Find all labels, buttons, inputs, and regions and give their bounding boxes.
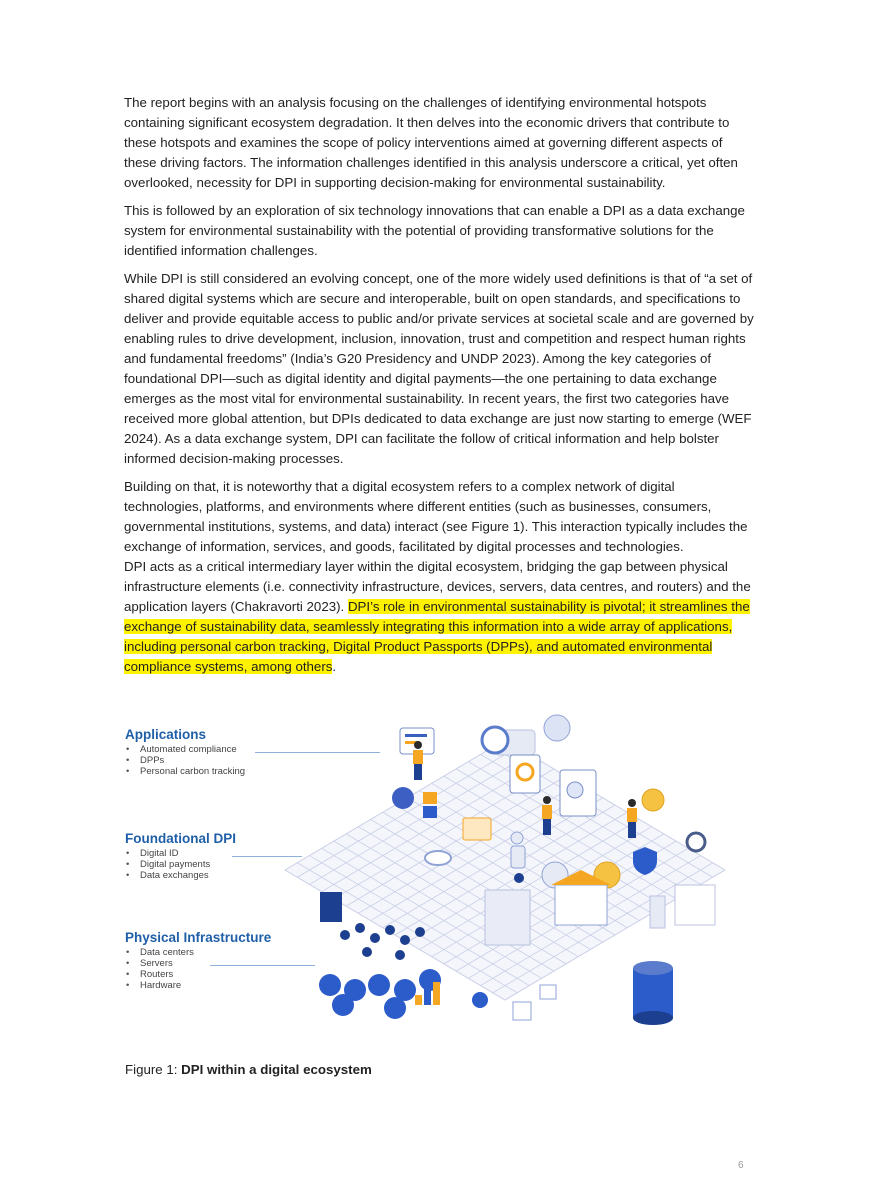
robot-icon <box>511 846 525 868</box>
person-head-icon <box>543 796 551 804</box>
hardware-device-icon <box>540 985 556 999</box>
layer-physical-infrastructure-list <box>125 947 271 991</box>
layer-physical-infrastructure-title: Physical Infrastructure <box>125 930 272 945</box>
list-item: • Data exchanges <box>125 870 236 881</box>
list-item: • Personal carbon tracking <box>125 766 245 777</box>
pie-chart-icon <box>472 992 488 1008</box>
highlighted-sentence: DPI’s role in environmental sustainability is pivotal; it streamlines the exchange of sustainability data, seamlessly integrating this information into a wide array of applications, including personal carbon tracking, Digital Product Passports (DPPs), and automated environmental compliance systems, among others <box>124 599 750 674</box>
layer-foundational-dpi <box>125 831 236 881</box>
page-number: 6 <box>738 1160 744 1171</box>
office-building-icon <box>675 885 715 925</box>
package-icon <box>423 806 437 818</box>
server-room-icon <box>485 890 530 945</box>
progress-ring-icon <box>482 727 508 753</box>
map-globe-icon <box>567 782 583 798</box>
robot-head-icon <box>511 832 523 844</box>
layer-applications-list <box>125 744 245 777</box>
paragraph-digital-ecosystem-part2: DPI acts as a critical intermediary layer within the digital ecosystem, bridging the gap between physical infrastructure elements (i.e. connectivity infrastructure, devices, servers, data centres, and routers) and the application layers (Chakravorti 2023). <box>124 559 751 614</box>
server-rack-icon <box>320 892 342 922</box>
list-item: • Digital payments <box>125 859 236 870</box>
paragraph-report-intro: The report begins with an analysis focusing on the challenges of identifying environmental hotspots containing significant ecosystem degradation. It then delves into the economic drivers that contribute to these hotspots and examines the scope of policy interventions aimed at governing different aspects of these driving factors. The information challenges identified in this analysis underscore a critical, yet often overlooked, necessity for DPI in supporting decision-making for environmental sustainability. <box>124 95 738 190</box>
chart-screen-icon <box>510 755 540 793</box>
person-head-icon <box>628 799 636 807</box>
digital-ecosystem-illustration <box>255 700 755 1050</box>
chimney-icon <box>650 896 665 928</box>
list-item: • Data centers <box>125 947 271 958</box>
person-legs-icon <box>414 764 422 780</box>
person-head-icon <box>414 741 422 749</box>
gear-icon <box>687 833 705 851</box>
layer-foundational-dpi-list <box>125 848 236 881</box>
paragraph-digital-ecosystem <box>124 477 754 677</box>
layer-foundational-dpi-title: Foundational DPI <box>125 831 236 846</box>
globe-icon <box>392 787 414 809</box>
paragraph-dpi-definition: While DPI is still considered an evolving concept, one of the more widely used definitions is that of “a set of shared digital systems which are secure and interoperable, built on open standards, and specifications to deliver and provide equitable access to public and/or private services at societal scale and are governed by enabling rules to drive development, inclusion, innovation, trust and competition and respect human rights and fundamental freedoms” (India’s G20 Presidency and UNDP 2023). Among the key categories of foundational DPI—such as digital identity and digital payments—the one pertaining to data exchange emerges as the most vital for environmental sustainability. In recent years, the first two categories have received more global attention, but DPIs dedicated to data exchange are just now starting to emerge (WEF 2024). As a data exchange system, DPI can facilitate the follow of critical information and help bolster informed decision-making processes. <box>124 271 754 466</box>
bar-chart-bar <box>433 982 440 1005</box>
person-legs-icon <box>543 819 551 835</box>
data-center-building-icon <box>555 885 607 925</box>
list-item: • Hardware <box>125 980 271 991</box>
package-icon <box>423 792 437 804</box>
gauge-icon <box>642 789 664 811</box>
layer-physical-infrastructure <box>125 930 271 991</box>
dashboard-bar <box>405 734 427 737</box>
layer-applications <box>125 727 245 777</box>
database-bottom <box>633 1011 673 1025</box>
data-node-icon <box>425 851 451 865</box>
cloud-icon <box>544 715 570 741</box>
person-body-icon <box>627 808 637 822</box>
paragraph-digital-ecosystem-part1: Building on that, it is noteworthy that a digital ecosystem refers to a complex network of digital technologies, platforms, and environments where different entities (such as businesses, consumers, governmental institutions, systems, and data) interact (see Figure 1). This interaction typically includes the exchange of information, services, and goods, facilitated by digital processes and technologies. <box>124 479 748 554</box>
robot-wheel-icon <box>514 873 524 883</box>
router-icon <box>513 1002 531 1020</box>
list-item: • Automated compliance <box>125 744 245 755</box>
tree-cluster-icon <box>319 969 441 1019</box>
figure-caption <box>125 1062 372 1077</box>
layer-applications-title: Applications <box>125 727 207 742</box>
figure-caption-prefix: Figure 1: <box>125 1062 182 1077</box>
person-body-icon <box>542 805 552 819</box>
database-top <box>633 961 673 975</box>
list-item: • Digital ID <box>125 848 236 859</box>
bar-chart-bar <box>424 988 431 1005</box>
bar-chart-bar <box>415 995 422 1005</box>
list-item: • Servers <box>125 958 271 969</box>
paragraph-technology-innovations: This is followed by an exploration of six technology innovations that can enable a DPI as a data exchange system for environmental sustainability with the potential of providing transformative solutions for the identified information challenges. <box>124 203 745 258</box>
shopping-cart-icon <box>463 818 491 840</box>
person-legs-icon <box>628 822 636 838</box>
list-item: • Routers <box>125 969 271 980</box>
database-cylinder-icon <box>633 968 673 1018</box>
paragraph-digital-ecosystem-end: . <box>332 659 337 674</box>
person-body-icon <box>413 750 423 764</box>
figure-caption-title: DPI within a digital ecosystem <box>181 1062 372 1077</box>
list-item: • DPPs <box>125 755 245 766</box>
